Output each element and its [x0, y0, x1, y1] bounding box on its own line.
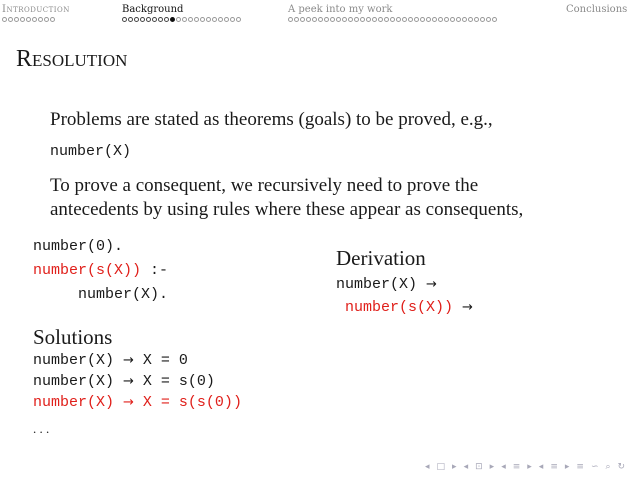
frame-dot[interactable]	[288, 17, 293, 22]
nav-symbol-icon[interactable]: ◂	[425, 462, 430, 472]
frame-dot[interactable]	[318, 17, 323, 22]
right-arrow-icon: →	[123, 395, 134, 410]
solution-binding: X = 0	[133, 352, 188, 369]
frame-dot[interactable]	[396, 17, 401, 22]
frame-dot[interactable]	[146, 17, 151, 22]
derivation-step-1-text: number(X)	[336, 276, 427, 293]
solution-binding: X = s(0)	[133, 373, 215, 390]
frame-title-rest: ESOLUTION	[32, 51, 128, 70]
solution-binding: X = s(s(0))	[133, 394, 242, 411]
nav-symbol-icon[interactable]: ◂	[501, 462, 506, 472]
rule-head-text	[33, 262, 168, 279]
frame-dot[interactable]	[444, 17, 449, 22]
frame-dot[interactable]	[408, 17, 413, 22]
frame-dot[interactable]	[218, 17, 223, 22]
frame-dot[interactable]	[348, 17, 353, 22]
frame-dot[interactable]	[128, 17, 133, 22]
derivation-heading: Derivation	[336, 246, 426, 270]
frame-dot[interactable]	[402, 17, 407, 22]
frame-dot[interactable]	[134, 17, 139, 22]
frame-dot[interactable]	[336, 17, 341, 22]
frame-dot[interactable]	[354, 17, 359, 22]
program-fact: number(0).	[33, 238, 124, 255]
frame-dot[interactable]	[468, 17, 473, 22]
nav-symbol-icon[interactable]: ≡	[576, 462, 584, 472]
right-arrow-icon: →	[426, 277, 437, 292]
nav-symbol-icon[interactable]: ◂	[538, 462, 544, 472]
frame-dot[interactable]	[462, 17, 467, 22]
frame-dot[interactable]	[8, 17, 13, 22]
frame-dot[interactable]	[20, 17, 25, 22]
solution-goal: number(X)	[33, 394, 124, 411]
frame-dot[interactable]	[378, 17, 383, 22]
frame-dot[interactable]	[152, 17, 157, 22]
frame-dot[interactable]	[372, 17, 377, 22]
frame-dot[interactable]	[2, 17, 7, 22]
nav-symbol-icon[interactable]: ▸	[527, 462, 532, 472]
frame-dot[interactable]	[312, 17, 317, 22]
frame-dot[interactable]	[224, 17, 229, 22]
nav-section-dots	[122, 17, 241, 22]
frame-dot[interactable]	[176, 17, 181, 22]
frame-dot[interactable]	[164, 17, 169, 22]
frame-dot[interactable]	[492, 17, 497, 22]
frame-dot[interactable]	[330, 17, 335, 22]
nav-section-background[interactable]	[122, 4, 241, 22]
frame-dot[interactable]	[306, 17, 311, 22]
frame-dot[interactable]	[14, 17, 19, 22]
frame-title-initial: R	[16, 46, 33, 72]
frame-dot[interactable]	[432, 17, 437, 22]
frame-dot[interactable]	[236, 17, 241, 22]
nav-symbol-icon[interactable]: ⌕	[605, 462, 611, 472]
nav-symbol-icon[interactable]: ≡	[512, 462, 521, 472]
nav-symbol-icon[interactable]: ∽	[590, 462, 599, 472]
frame-dot[interactable]	[140, 17, 145, 22]
solutions-ellipsis: . . .	[33, 421, 50, 436]
frame-dot[interactable]	[390, 17, 395, 22]
solutions-heading: Solutions	[33, 325, 113, 349]
nav-section-label[interactable]: Introduction	[2, 4, 70, 15]
frame-dot[interactable]	[438, 17, 443, 22]
frame-title	[16, 46, 127, 73]
nav-symbol-icon[interactable]: ≡	[550, 462, 558, 472]
frame-dot[interactable]	[32, 17, 37, 22]
solution-row	[33, 350, 188, 372]
frame-dot[interactable]	[170, 17, 175, 22]
frame-dot[interactable]	[182, 17, 187, 22]
frame-dot[interactable]	[474, 17, 479, 22]
goal-code: number(X)	[50, 143, 132, 160]
frame-dot[interactable]	[188, 17, 193, 22]
frame-dot[interactable]	[450, 17, 455, 22]
frame-dot[interactable]	[26, 17, 31, 22]
rule-neck-operator: :-	[150, 262, 169, 279]
solution-row	[33, 392, 242, 414]
nav-section-dots	[288, 17, 497, 22]
frame-dot[interactable]	[38, 17, 43, 22]
derivation-step-2-text: number(s(X))	[336, 299, 463, 316]
body-line-antecedents: antecedents by using rules where these appear as consequents,	[50, 199, 524, 220]
nav-section-label[interactable]: Conclusions	[566, 4, 628, 15]
derivation-step-2	[336, 297, 473, 319]
frame-dot[interactable]	[212, 17, 217, 22]
frame-dot[interactable]	[44, 17, 49, 22]
frame-dot[interactable]	[420, 17, 425, 22]
body-line-problems: Problems are stated as theorems (goals) to be proved, e.g.,	[50, 109, 493, 130]
right-arrow-icon: →	[123, 353, 134, 368]
nav-section-label[interactable]: Background	[122, 4, 184, 15]
nav-symbol-icon[interactable]: ▸	[489, 462, 495, 472]
nav-symbol-icon[interactable]: ⊡	[475, 462, 483, 472]
right-arrow-icon: →	[123, 374, 134, 389]
frame-dot[interactable]	[50, 17, 55, 22]
frame-dot[interactable]	[158, 17, 163, 22]
nav-symbol-icon[interactable]: ▸	[564, 462, 570, 472]
nav-symbol-icon[interactable]: ◂	[463, 462, 469, 472]
solution-row	[33, 371, 215, 393]
frame-dot[interactable]	[426, 17, 431, 22]
rule-head-term: number(s(X))	[33, 262, 151, 279]
frame-dot[interactable]	[200, 17, 205, 22]
program-rule-body: number(X).	[33, 286, 169, 303]
frame-dot[interactable]	[366, 17, 371, 22]
nav-symbol-icon[interactable]: □	[436, 462, 446, 472]
frame-dot[interactable]	[122, 17, 127, 22]
frame-dot[interactable]	[300, 17, 305, 22]
frame-dot[interactable]	[360, 17, 365, 22]
beamer-navigation-symbols	[425, 462, 625, 472]
frame-dot[interactable]	[456, 17, 461, 22]
frame-dot[interactable]	[324, 17, 329, 22]
frame-dot[interactable]	[294, 17, 299, 22]
frame-dot[interactable]	[194, 17, 199, 22]
right-arrow-icon: →	[462, 300, 473, 315]
frame-dot[interactable]	[486, 17, 491, 22]
frame-dot[interactable]	[384, 17, 389, 22]
program-rule-head	[33, 260, 168, 282]
frame-dot[interactable]	[342, 17, 347, 22]
section-navigation-bar	[0, 0, 638, 33]
nav-symbol-icon[interactable]: ↻	[617, 462, 626, 472]
nav-section-dots	[2, 17, 70, 22]
solution-goal: number(X)	[33, 352, 124, 369]
body-line-consequent: To prove a consequent, we recursively need to prove the	[50, 175, 479, 196]
frame-dot[interactable]	[230, 17, 235, 22]
nav-section-introduction[interactable]	[2, 4, 70, 22]
frame-dot[interactable]	[480, 17, 485, 22]
nav-symbol-icon[interactable]: ▸	[452, 462, 457, 472]
frame-dot[interactable]	[206, 17, 211, 22]
derivation-step-1	[336, 274, 437, 296]
frame-dot[interactable]	[414, 17, 419, 22]
solution-goal: number(X)	[33, 373, 124, 390]
nav-section-peek-into-my-work[interactable]	[288, 4, 497, 22]
nav-section-label[interactable]: A peek into my work	[288, 4, 393, 15]
nav-section-conclusions[interactable]	[566, 4, 627, 15]
